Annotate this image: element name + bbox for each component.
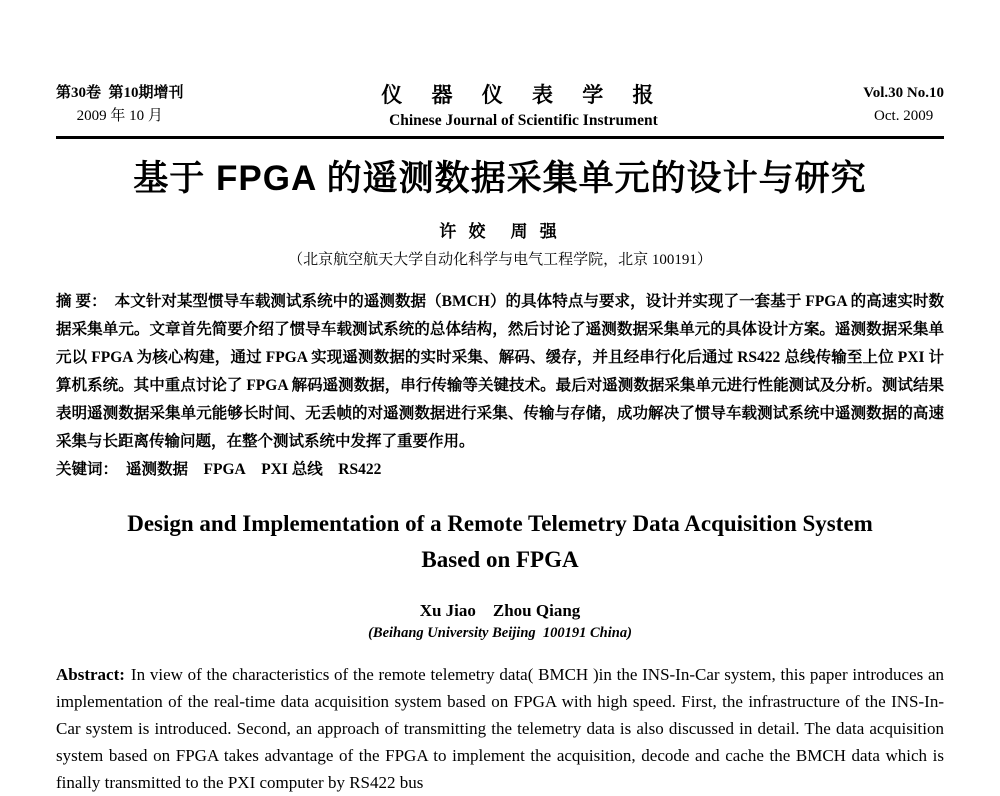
- abstract-label-zh: 摘 要：: [56, 293, 107, 310]
- keywords-label: 关键词：: [56, 461, 119, 478]
- header-rule: [56, 136, 944, 139]
- volume-issue-info-en: [863, 82, 944, 128]
- paper-title-en-line2: Based on FPGA: [421, 547, 579, 572]
- abstract-text-zh: 本文针对某型惯导车载测试系统中的遥测数据（BMCH）的具体特点与要求，设计并实现了一套基于 FPGA 的高速实时数据采集单元。文章首先简要介绍了惯导车载测试系统的总体结构，然后讨论了遥测数据采集单元的具体设计方案。遥测数据采集单元以 FPGA 为核心构建，通过 FPGA 实现遥测数据的实时采集、解码、缓存，并且经串行化后通过 RS422 总线传输至上位 PXI 计算机系统。其中重点讨论了 FPGA 解码遥测数据，串行传输等关键技术。最后对遥测数据采集单元进行性能测试及分析。测试结果表明遥测数据采集单元能够长时间、无丢帧的对遥测数据进行采集、传输与存储，成功解决了惯导车载测试系统中遥测数据的高速采集与长距离传输问题，在整个测试系统中发挥了重要作用。: [56, 293, 944, 450]
- journal-header: [56, 82, 944, 132]
- abstract-en: [56, 661, 944, 796]
- abstract-zh: [56, 288, 944, 456]
- volume-issue-line-zh: 第30卷 第10期增刊: [56, 85, 184, 101]
- abstract-text-en: In view of the characteristics of the remote telemetry data( BMCH )in the INS-In-Car system, this paper introduces an implementation of the real-time data acquisition system based on FPGA with high speed. First, the infrastructure of the INS-In-Car system is introduced. Second, an approach of transmitting the telemetry data is also discussed in detail. The data acquisition system based on FPGA takes advantage of the FPGA to implement the acquisition, decode and cache the BMCH data which is finally transmitted to the PXI computer by RS422 bus: [56, 665, 944, 792]
- affiliation-zh: （北京航空航天大学自动化科学与电气工程学院，北京 100191）: [288, 252, 712, 268]
- abstract-label-en: Abstract:: [56, 665, 125, 684]
- publish-date-en: Oct. 2009: [874, 108, 934, 124]
- authors-zh: 许 姣 周 强: [439, 222, 561, 241]
- paper-title-en: [56, 506, 944, 578]
- journal-name-block: [184, 82, 864, 132]
- publish-date-zh: 2009 年 10 月: [76, 108, 163, 124]
- volume-issue-info-zh: [56, 82, 184, 128]
- journal-name-zh: 仪 器 仪 表 学 报: [381, 83, 666, 107]
- paper-title-en-line1: Design and Implementation of a Remote Telemetry Data Acquisition System: [127, 511, 873, 536]
- keywords-line: [56, 456, 944, 484]
- authors-en: Xu Jiao Zhou Qiang: [419, 601, 581, 620]
- keywords-text: 遥测数据 FPGA PXI 总线 RS422: [126, 461, 382, 478]
- journal-name-en: Chinese Journal of Scientific Instrument: [389, 112, 658, 129]
- affiliation-en: (Beihang University Beijing 100191 China): [368, 625, 632, 641]
- paper-title-zh: 基于 FPGA 的遥测数据采集单元的设计与研究: [133, 159, 867, 198]
- volume-issue-line-en: Vol.30 No.10: [863, 85, 944, 101]
